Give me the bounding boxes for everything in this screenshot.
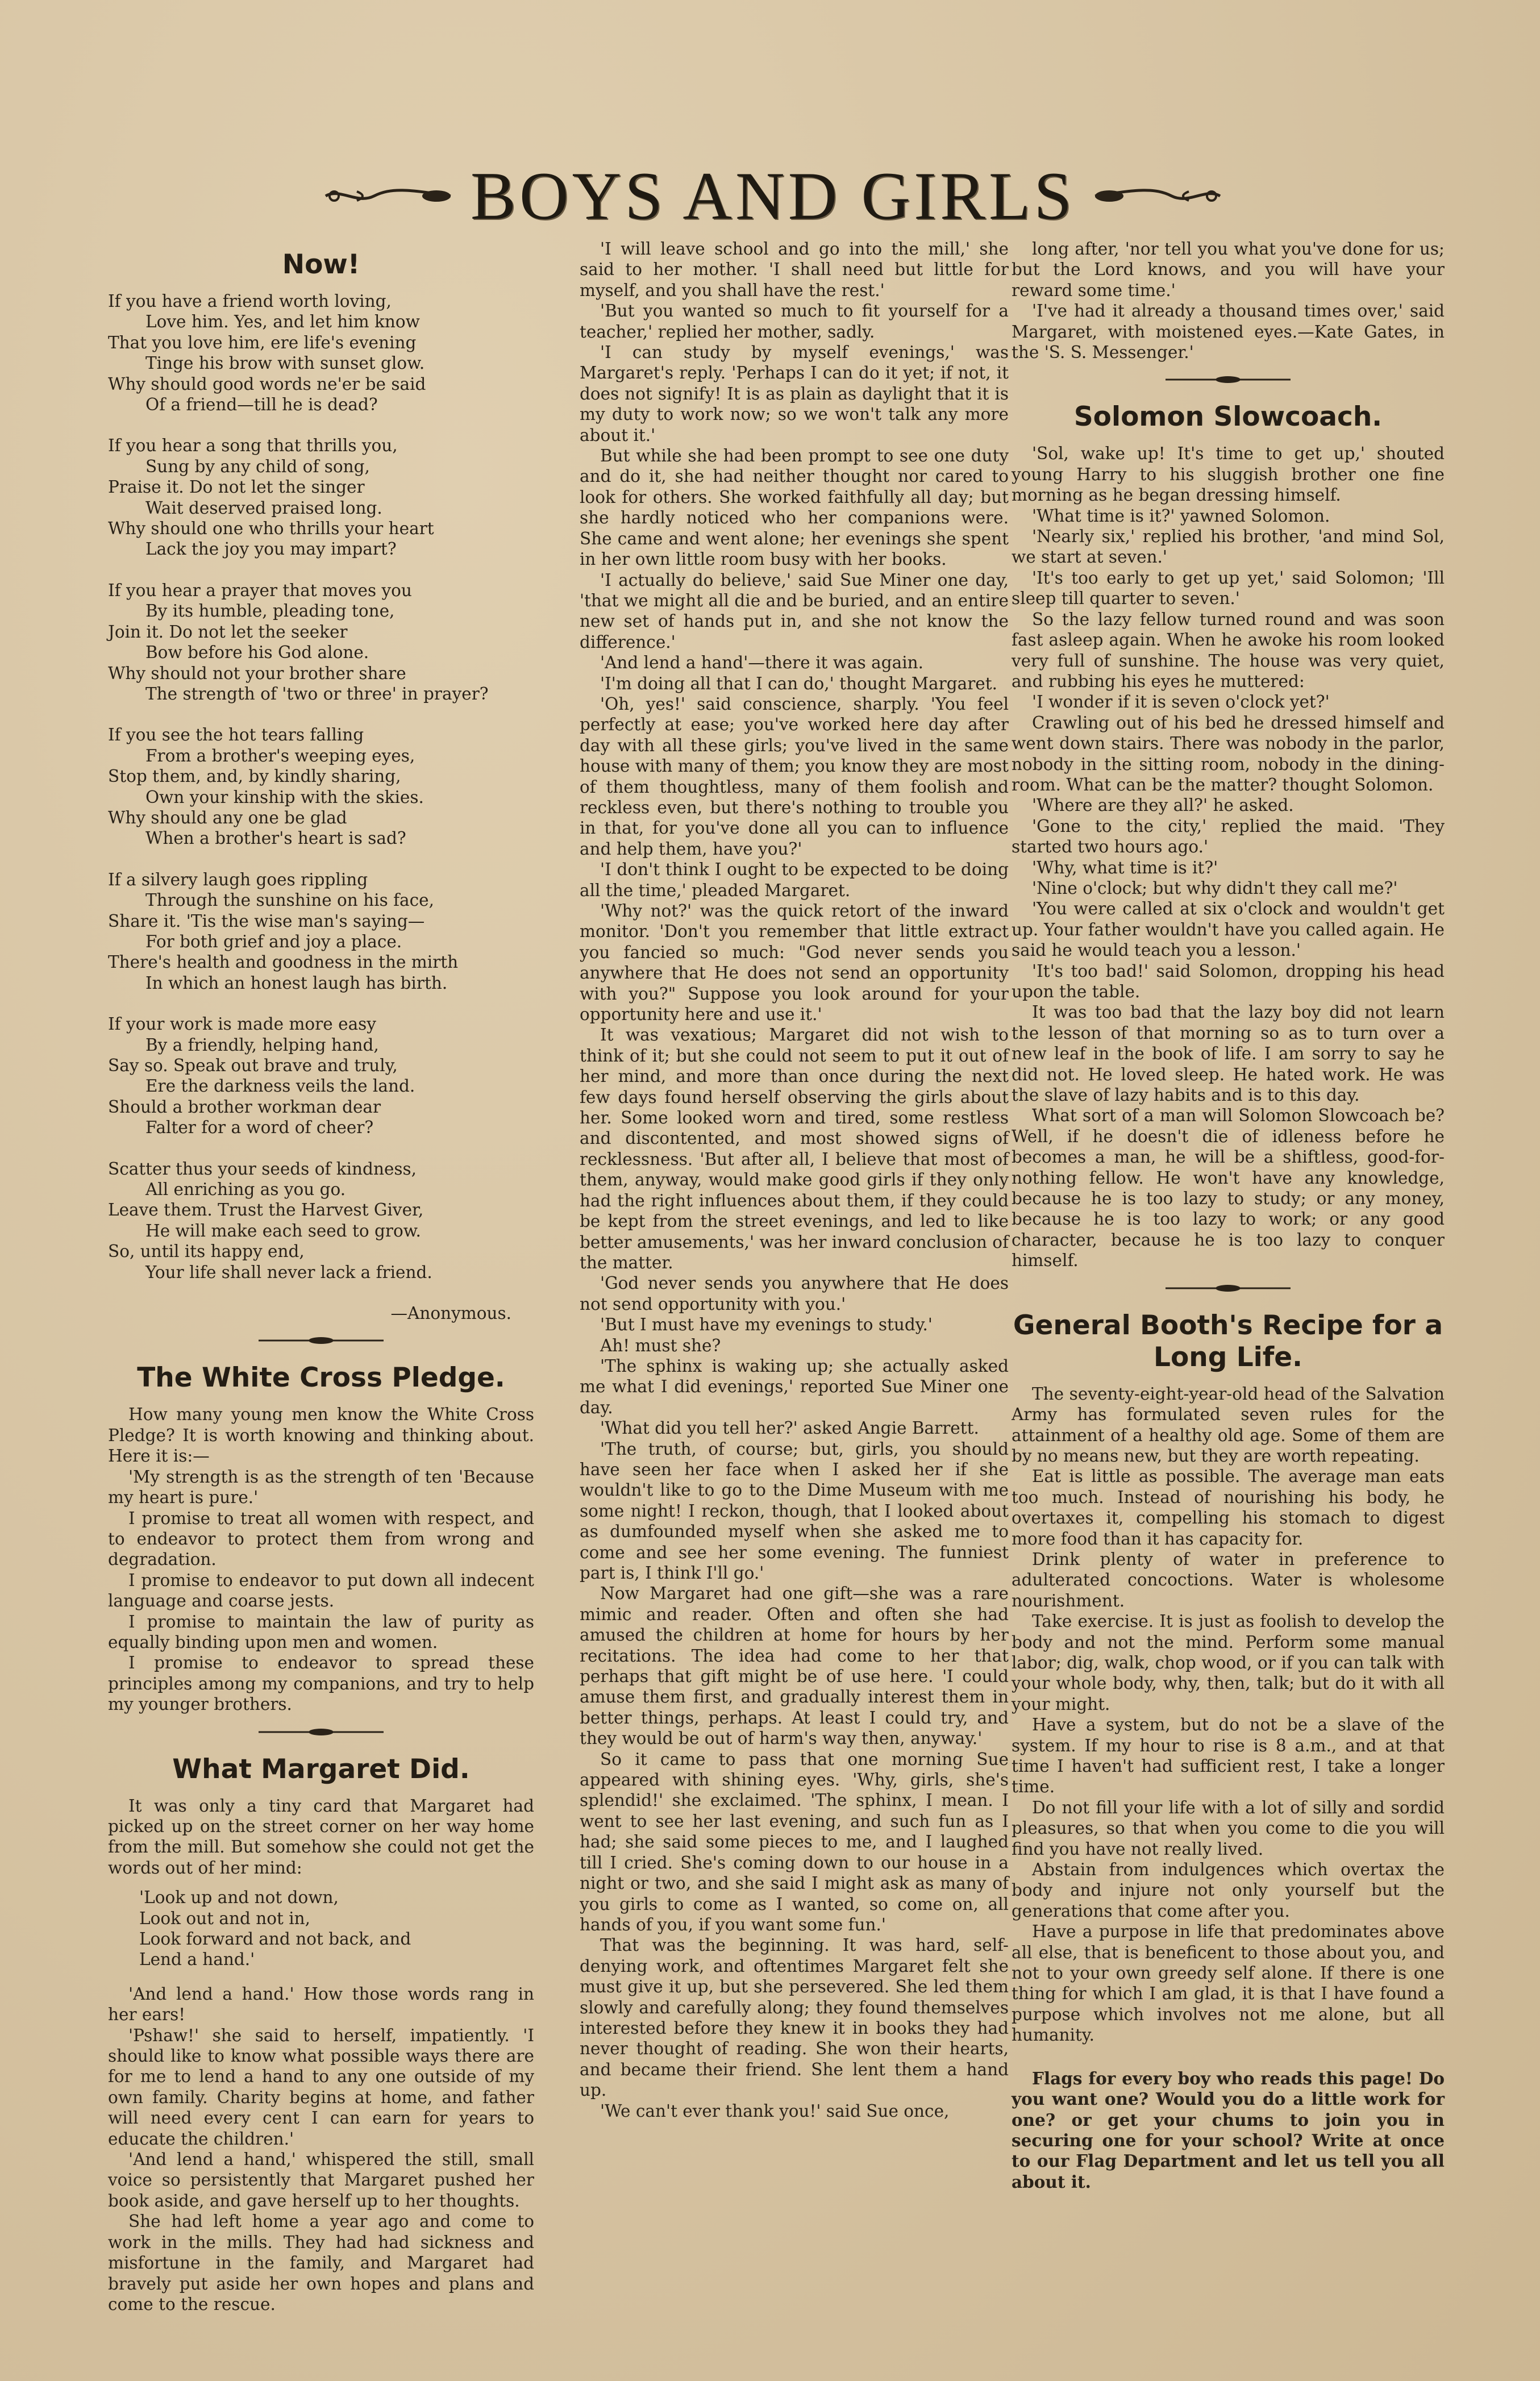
poem-stanza: [108, 580, 534, 704]
poem-line: Join it. Do not let the seeker: [108, 622, 348, 642]
paragraph: 'Sol, wake up! It's time to get up,' shouted young Harry to his sluggish brother one fine morning as he began dressing himself.: [1012, 444, 1445, 505]
poem-line: Ere the darkness veils the land.: [145, 1076, 415, 1096]
poem-stanza: [108, 869, 534, 993]
paragraph: How many young men know the White Cross Pledge? It is worth knowing and thinking about. Here it is:—: [108, 1405, 534, 1466]
paragraph: Ah! must she?: [600, 1335, 721, 1355]
paragraph: 'The sphinx is waking up; she actually asked me what I did evenings,' reported Sue Miner one day.: [580, 1356, 1009, 1417]
paragraph: 'But I must have my evenings to study.': [600, 1315, 933, 1335]
paragraph: 'We can't ever thank you!' said Sue once,: [600, 2101, 950, 2121]
poem-line: Say so. Speak out brave and truly,: [108, 1056, 398, 1075]
paragraph: 'You were called at six o'clock and wouldn't get up. Your father wouldn't have you called again. He said he would teach you a lesson.': [1012, 899, 1445, 960]
paragraph: What sort of a man will Solomon Slowcoach be? Well, if he doesn't die of idleness before he becomes a man, he will be a shiftless, good-for-nothing fellow. He won't have any knowledge, because he is too lazy to study; or any money, because he is too lazy to work; or any good character, because he is too lazy to conquer himself.: [1012, 1106, 1445, 1271]
paragraph: 'But you wanted so much to fit yourself for a teacher,' replied her mother, sadly.: [580, 301, 1009, 342]
paragraph: But while she had been prompt to see one duty and do it, she had neither thought nor cared to look for others. She worked faithfully all day; but she hardly noticed who her companions were. She came and went alone; her evenings she spent in her own little room busy with her books.: [580, 446, 1009, 569]
margaret-verse: [139, 1887, 534, 1970]
poem-stanza: [108, 1014, 534, 1138]
poem-line: If you see the hot tears falling: [108, 725, 364, 745]
flags-text: Flags for every boy who reads this page! Do you want one? Would you do a little work for one? or get your chums to join you in securing one for your school? Write at once to our Flag Department and let us tell you all about it.: [1012, 2068, 1445, 2192]
solomon-body: [1012, 443, 1445, 1271]
paragraph: 'The truth, of course; but, girls, you should have seen her face when I asked her if she wouldn't like to go to the Dime Museum with me some night! I reckon, though, that I looked about as dumfounded myself when she asked me to come and see her some evening. The funniest part is, I think I'll go.': [580, 1439, 1009, 1583]
poem-line: When a brother's heart is sad?: [145, 829, 406, 848]
poem-line: All enriching as you go.: [145, 1180, 346, 1200]
masthead: [239, 153, 1307, 239]
paragraph: It was vexatious; Margaret did not wish to think of it; but she could not seem to put it out of her mind, and more than once during the next few days found herself observing the girls about her. Some looked worn and tired, some restless and discontented, and most showed signs of recklessness. 'But after all, I believe that most of them, anyway, would make good girls if they only had the right influences about them, if they could be kept from the street evenings, and led to like better amusements,' was her inward conclusion of the matter.: [580, 1025, 1009, 1272]
paragraph: Have a system, but do not be a slave of the system. If my hour to rise is 8 a.m., and at that time I haven't had sufficient rest, I take a longer time.: [1012, 1715, 1445, 1797]
separator-icon: [1012, 1277, 1445, 1300]
column-1: [108, 239, 534, 2314]
poem-line: Share it. 'Tis the wise man's saying—: [108, 911, 425, 931]
verse-line: Lend a hand.': [139, 1950, 255, 1970]
poem-line: Leave them. Trust the Harvest Giver,: [108, 1200, 424, 1220]
poem-line: The strength of 'two or three' in prayer?: [145, 684, 489, 704]
paragraph: Drink plenty of water in preference to adulterated concoctions. Water is wholesome nourishment.: [1012, 1549, 1445, 1610]
paragraph: 'I wonder if it is seven o'clock yet?': [1032, 692, 1330, 712]
paragraph: 'What time is it?' yawned Solomon.: [1032, 506, 1330, 526]
verse-line: Look forward and not back, and: [139, 1929, 411, 1949]
paragraph: I promise to treat all women with respect, and to endeavor to protect them from wrong and degradation.: [108, 1508, 534, 1570]
poem-line: He will make each seed to grow.: [145, 1221, 421, 1241]
paragraph: Do not fill your life with a lot of silly and sordid pleasures, so that when you come to die you will find you have not really lived.: [1012, 1797, 1445, 1859]
page-title: BOYS AND GIRLS: [470, 158, 1076, 234]
paragraph: 'Where are they all?' he asked.: [1032, 796, 1294, 815]
poem-line: Sung by any child of song,: [145, 456, 370, 476]
poem-line: Tinge his brow with sunset glow.: [145, 353, 425, 373]
margaret-intro: It was only a tiny card that Margaret had picked up on the street corner on her way home from the mill. But somehow she could not get the words out of her mind:: [108, 1796, 534, 1878]
poem-line: Lack the joy you may impart?: [145, 539, 397, 559]
paragraph: I promise to maintain the law of purity as equally binding upon men and women.: [108, 1612, 534, 1652]
now-attribution: —Anonymous.: [390, 1304, 511, 1323]
poem-line: Own your kinship with the skies.: [145, 787, 424, 807]
paragraph: Abstain from indulgences which overtax the body and injure not only yourself but the generations that come after you.: [1012, 1860, 1445, 1921]
paragraph: 'Oh, yes!' said conscience, sharply. 'You feel perfectly at ease; you've worked here day after day with all these girls; you've lived in the same house with many of them; you know they are most of them thoughtless, many of them foolish and reckless even, but there's nothing to trouble you in that, for you've done all you can to influence and help them, have you?': [580, 694, 1009, 859]
paragraph: 'I'm doing all that I can do,' thought Margaret.: [600, 673, 997, 693]
paragraph: Take exercise. It is just as foolish to develop the body and not the mind. Perform some manual labor; dig, walk, chop wood, or if you can talk with your whole body, why, then, talk; but do it with all your might.: [1012, 1612, 1445, 1714]
paragraph: long after, 'nor tell you what you've done for us; but the Lord knows, and you will have your reward some time.': [1012, 239, 1445, 300]
paragraph: 'And lend a hand'—there it was again.: [600, 653, 924, 673]
paragraph: 'Why, what time is it?': [1032, 858, 1218, 877]
paragraph: 'What did you tell her?' asked Angie Barrett.: [600, 1418, 979, 1438]
paragraph: 'I don't think I ought to be expected to be doing all the time,' pleaded Margaret.: [580, 860, 1009, 900]
separator-icon: [108, 1329, 534, 1352]
left-flourish-icon: [323, 185, 453, 207]
paragraph: 'I can study by myself evenings,' was Margaret's reply. 'Perhaps I can do it yet; if not, it does not signify! It is as plain as daylight that it is my duty to work now; so we won't talk any more about it.': [580, 343, 1009, 445]
column-3: [1012, 239, 1445, 2290]
white-cross-title: The White Cross Pledge.: [137, 1362, 505, 1394]
poem-line: If a silvery laugh goes rippling: [108, 869, 368, 889]
paragraph: 'Pshaw!' she said to herself, impatiently. 'I should like to know what possible ways there are for me to lend a hand to any one outside of my own family. Charity begins at home, and father will need every cent I can earn for years to educate the children.': [108, 2025, 534, 2149]
paragraph: 'It's too early to get up yet,' said Solomon; 'Ill sleep till quarter to seven.': [1012, 568, 1445, 609]
paragraph: 'And lend a hand,' whispered the still, small voice so persistently that Margaret pushed her book aside, and gave herself up to her thoughts.: [108, 2150, 534, 2211]
now-title: Now!: [282, 249, 360, 280]
paragraph: The seventy-eight-year-old head of the Salvation Army has formulated seven rules for the attainment of a healthy old age. Some of them are by no means new, but they are worth repeating.: [1012, 1384, 1445, 1466]
poem-line: Love him. Yes, and let him know: [145, 312, 420, 332]
now-poem: [108, 291, 534, 1283]
poem-line: If you hear a song that thrills you,: [108, 436, 398, 456]
poem-line: From a brother's weeping eyes,: [145, 746, 415, 765]
paragraph: 'Nine o'clock; but why didn't they call me?': [1032, 878, 1398, 898]
paragraph: Eat is little as possible. The average man eats too much. Instead of nourishing his body, he overtaxes it, compelling his stomach to digest more food than it has capacity for.: [1012, 1467, 1445, 1549]
paragraph: 'I will leave school and go into the mill,' she said to her mother. 'I shall need but little for myself, and you shall have the rest.': [580, 239, 1009, 300]
verse-line: Look out and not in,: [139, 1908, 311, 1928]
poem-line: Of a friend—till he is dead?: [145, 395, 378, 415]
flags-notice: [1012, 2068, 1445, 2192]
poem-line: By its humble, pleading tone,: [145, 601, 395, 621]
poem-line: By a friendly, helping hand,: [145, 1035, 379, 1055]
separator-icon: [108, 1721, 534, 1743]
poem-stanza: [108, 435, 534, 559]
poem-line: Falter for a word of cheer?: [145, 1118, 374, 1138]
booth-title: General Booth's Recipe for a Long Life.: [1013, 1309, 1443, 1373]
poem-line: Bow before his God alone.: [145, 643, 369, 663]
paragraph: 'I actually do believe,' said Sue Miner one day, 'that we might all die and be buried, and an entire new set of hands put in, and she not know the difference.': [580, 570, 1009, 652]
poem-line: Scatter thus your seeds of kindness,: [108, 1159, 417, 1179]
poem-line: Praise it. Do not let the singer: [108, 477, 365, 497]
paragraph: That was the beginning. It was hard, self-denying work, and oftentimes Margaret felt she must give it up, but she persevered. She led them slowly and carefully along; they found themselves interested before they knew it in books they had never thought of reading. She won their hearts, and became their friend. She lent them a hand up.: [580, 1935, 1009, 2100]
separator-icon: [1012, 368, 1445, 391]
poem-stanza: [108, 1159, 534, 1283]
poem-line: Stop them, and, by kindly sharing,: [108, 767, 401, 786]
poem-line: So, until its happy end,: [108, 1242, 305, 1262]
poem-line: In which an honest laugh has birth.: [145, 973, 448, 993]
poem-line: Why should not your brother share: [108, 663, 406, 683]
poem-line: Why should one who thrills your heart: [108, 519, 434, 539]
paragraph: 'Nearly six,' replied his brother, 'and mind Sol, we start at seven.': [1012, 527, 1445, 567]
poem-line: If you hear a prayer that moves you: [108, 580, 412, 600]
paragraph: 'It's too bad!' said Solomon, dropping his head upon the table.: [1012, 961, 1445, 1001]
paragraph: She had left home a year ago and come to work in the mills. They had had sickness and misfortune in the family, and Margaret had bravely put aside her own hopes and plans and come to the rescue.: [108, 2212, 534, 2314]
paragraph: I promise to endeavor to put down all indecent language and coarse jests.: [108, 1570, 534, 1611]
poem-line: There's health and goodness in the mirth: [108, 952, 459, 972]
paragraph: Have a purpose in life that predominates above all else, that is beneficent to those about you, and not to your own greedy self alone. If there is one thing for which I am glad, it is that I have found a purpose which involves not me alone, but all humanity.: [1012, 1922, 1445, 2045]
paragraph: 'I've had it already a thousand times over,' said Margaret, with moistened eyes.—Kate Gates, in the 'S. S. Messenger.': [1012, 301, 1445, 363]
poem-line: Through the sunshine on his face,: [145, 890, 434, 910]
poem-line: Why should any one be glad: [108, 807, 347, 827]
poem-line: If your work is made more easy: [108, 1014, 376, 1034]
poem-stanza: [108, 725, 534, 848]
column-2: [580, 239, 1009, 2290]
paragraph: So the lazy fellow turned round and was soon fast asleep again. When he awoke his room looked very full of sunshine. The house was very quiet, and rubbing his eyes he muttered:: [1012, 609, 1445, 691]
solomon-title: Solomon Slowcoach.: [1073, 401, 1383, 433]
paragraph: Now Margaret had one gift—she was a rare mimic and reader. Often and often she had amused the children at home for hours by her recitations. The idea had come to her that perhaps that gift might be of use here. 'I could amuse them first, and gradually interest them in better things, perhaps. At least I could try, and they would be out of harm's way then, anyway.': [580, 1584, 1009, 1749]
paragraph: So it came to pass that one morning Sue appeared with shining eyes. 'Why, girls, she's splendid!' she exclaimed. 'The sphinx, I mean. I went to see her last evening, and such fun as I had; she said some pieces to me, and I laughed till I cried. She's coming down to our house in a night or two, and she said I might ask as many of you girls to come as I wanted, so come on, all hands of you, if you want some fun.': [580, 1749, 1009, 1934]
verse-line: 'Look up and not down,: [139, 1888, 339, 1908]
poem-line: Wait deserved praised long.: [145, 498, 382, 518]
right-flourish-icon: [1092, 185, 1223, 207]
paragraph: 'And lend a hand.' How those words rang in her ears!: [108, 1984, 534, 2025]
booth-body: [1012, 1384, 1445, 2046]
paragraph: 'Why not?' was the quick retort of the inward monitor. 'Don't you remember that little extract you fancied so much: "God never sends you anywhere that He does not send an opportunity with you?" Suppose you look around for your opportunity here and use it.': [580, 901, 1009, 1025]
paragraph: 'Gone to the city,' replied the maid. 'They started two hours ago.': [1012, 816, 1445, 857]
paragraph: Crawling out of his bed he dressed himself and went down stairs. There was nobody in the parlor, nobody in the sitting room, nobody in the dining-room. What can be the matter? thought Solomon.: [1012, 713, 1445, 794]
poem-line: That you love him, ere life's evening: [108, 332, 417, 352]
poem-line: Why should good words ne'er be said: [108, 374, 426, 394]
poem-line: Should a brother workman dear: [108, 1097, 381, 1117]
white-cross-body: [108, 1404, 534, 1714]
paragraph: It was too bad that the lazy boy did not learn the lesson of that morning so as to turn over a new leaf in the book of life. I am sorry to say he did not. He loved sleep. He hated work. He was the slave of lazy habits and is to this day.: [1012, 1002, 1445, 1105]
margaret-title: What Margaret Did.: [172, 1753, 470, 1785]
poem-line: If you have a friend worth loving,: [108, 292, 392, 311]
paragraph: I promise to endeavor to spread these principles among my companions, and try to help my younger brothers.: [108, 1653, 534, 1714]
paragraph: 'My strength is as the strength of ten 'Because my heart is pure.': [108, 1467, 534, 1508]
poem-line: Your life shall never lack a friend.: [145, 1262, 432, 1282]
paragraph: 'God never sends you anywhere that He does not send opportunity with you.': [580, 1273, 1009, 1314]
poem-line: For both grief and joy a place.: [145, 931, 402, 951]
poem-stanza: [108, 291, 534, 415]
